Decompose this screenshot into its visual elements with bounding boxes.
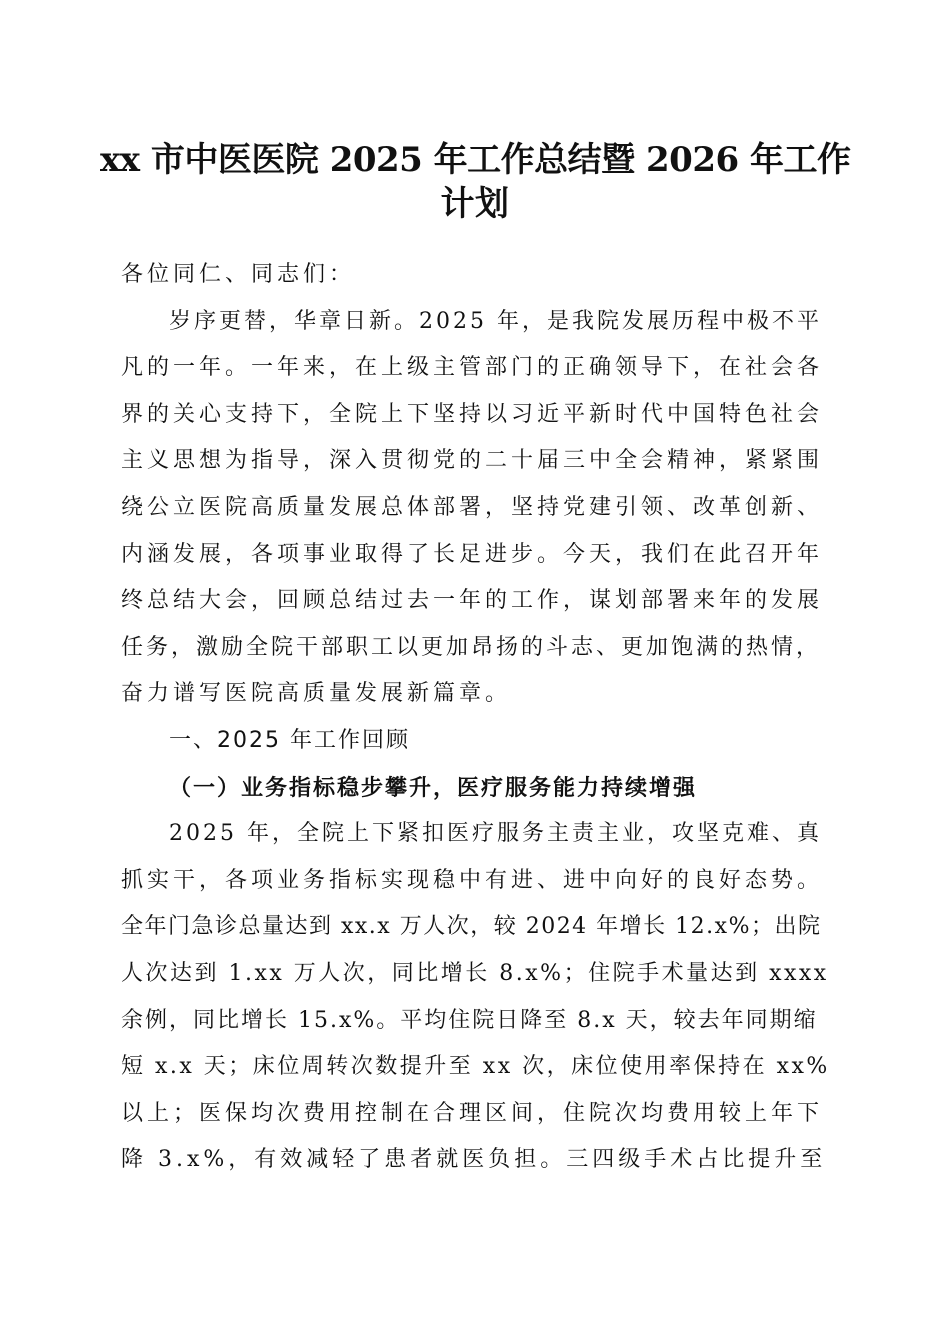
body-line: 余例，同比增长 15.x%。平均住院日降至 8.x 天，较去年同期缩 — [121, 1007, 818, 1033]
intro-line: 奋力谱写医院高质量发展新篇章。 — [121, 681, 512, 707]
salutation: 各位同仁、同志们： — [121, 262, 356, 287]
intro-line: 界的关心支持下，全院上下坚持以习近平新时代中国特色社会 — [121, 401, 824, 427]
intro-line: 绕公立医院高质量发展总体部署，坚持党建引领、改革创新、 — [121, 494, 824, 520]
intro-line: 主义思想为指导，深入贯彻党的二十届三中全会精神，紧紧围 — [121, 448, 824, 474]
intro-line: 岁序更替，华章日新。2025 年，是我院发展历程中极不平 — [169, 308, 822, 334]
body-line: 以上；医保均次费用控制在合理区间，住院次均费用较上年下 — [121, 1100, 824, 1126]
body-line: 全年门急诊总量达到 xx.x 万人次，较 2024 年增长 12.x%；出院 — [121, 914, 822, 940]
body-line: 抓实干，各项业务指标实现稳中有进、进中向好的良好态势。 — [121, 867, 824, 893]
subsection-heading: （一）业务指标稳步攀升，医疗服务能力持续增强 — [169, 774, 698, 801]
intro-line: 凡的一年。一年来，在上级主管部门的正确领导下，在社会各 — [121, 355, 824, 381]
body-line: 人次达到 1.xx 万人次，同比增长 8.x%；住院手术量达到 xxxx — [121, 960, 829, 986]
intro-line: 内涵发展，各项事业取得了长足进步。今天，我们在此召开年 — [121, 541, 824, 567]
intro-line: 终总结大会，回顾总结过去一年的工作，谋划部署来年的发展 — [121, 588, 824, 614]
title-line-1: xx 市中医医院 2025 年工作总结暨 2026 年工作 — [100, 140, 851, 180]
document-title — [100, 138, 850, 226]
body-line: 短 x.x 天；床位周转次数提升至 xx 次，床位使用率保持在 xx% — [121, 1054, 830, 1080]
title-line-2: 计划 — [440, 184, 510, 224]
body-line: 降 3.x%，有效减轻了患者就医负担。三四级手术占比提升至 — [121, 1147, 827, 1173]
document-body — [121, 252, 833, 1184]
intro-line: 任务，激励全院干部职工以更加昂扬的斗志、更加饱满的热情， — [121, 634, 822, 660]
section-heading: 一、2025 年工作回顾 — [169, 727, 410, 753]
body-line: 2025 年，全院上下紧扣医疗服务主责主业，攻坚克难、真 — [169, 821, 822, 847]
